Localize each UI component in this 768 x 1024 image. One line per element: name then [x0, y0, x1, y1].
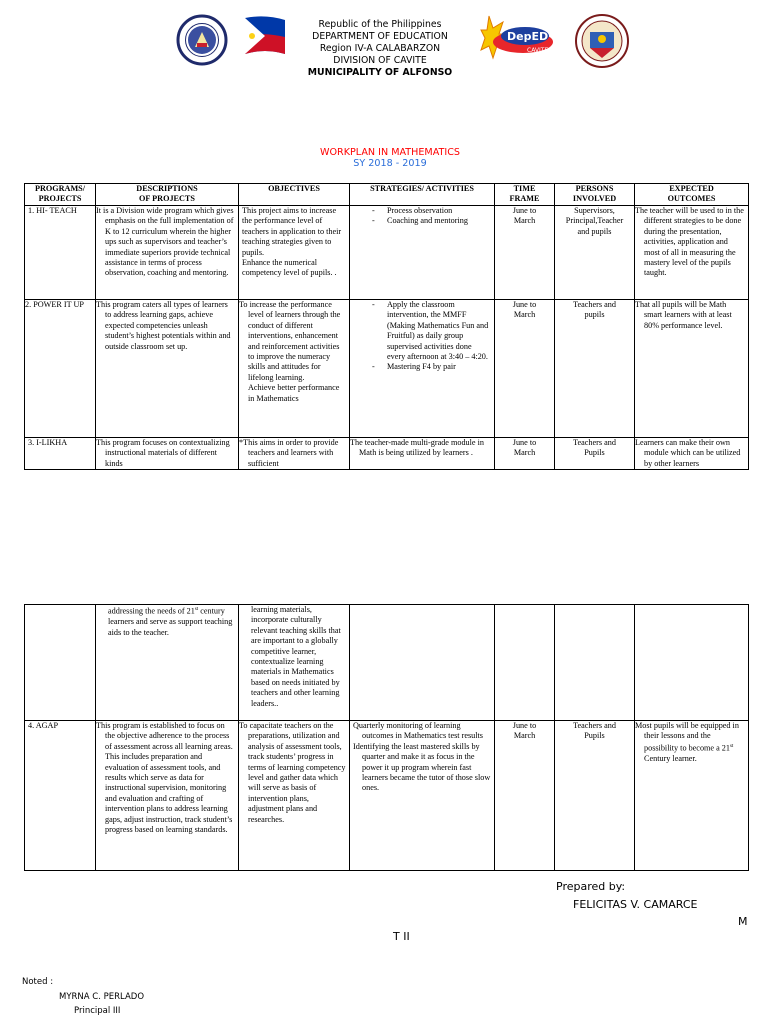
activity-item: Quarterly monitoring of learning outcomes in Mathematics test results — [353, 721, 483, 741]
deped-seal-icon — [176, 10, 228, 70]
header-time-frame: TIME FRAME — [495, 184, 555, 206]
persons-cell: Teachers and Pupils — [555, 438, 635, 470]
activity-item: - Mastering F4 by pair — [387, 362, 491, 372]
activity-item: - Coaching and mentoring — [387, 216, 491, 226]
persons-cell: Teachers and Pupils — [555, 721, 635, 871]
program-cell: 4. AGAP — [25, 721, 96, 871]
deped-cavite-logo-icon — [479, 8, 557, 70]
activity-item: - Apply the classroom intervention, the MMFF (Making Mathematics Fun and Fruitful) as daily group supervised activities done every afternoon at 3:40 – 4:20. — [387, 300, 491, 362]
noter-title: Principal III — [74, 1006, 121, 1016]
description-cell: This program focuses on contextualizing instructional materials of different kinds — [96, 438, 239, 470]
objectives-cell: To increase the performance level of learners through the conduct of different interventions, enhancement and reinforcement activities to improve the numeracy skills and attitudes for lifelong learning. Achieve better performance in Mathematics — [239, 300, 350, 438]
outcomes-cell: That all pupils will be Math smart learners with at least 80% performance level. — [635, 300, 749, 438]
program-cell: 2. POWER IT UP — [25, 300, 96, 438]
objectives-cell: *This aims in order to provide teachers and learners with sufficient — [239, 438, 350, 470]
activities-cell — [350, 300, 495, 438]
preparer-title-m: M — [738, 915, 748, 928]
outcomes-cell: Most pupils will be equipped in their lessons and the possibility to become a 21st Century learner. — [635, 721, 749, 871]
svg-text:DepED: DepED — [507, 30, 549, 43]
activities-cell: The teacher-made multi-grade module in Math is being utilized by learners . — [350, 438, 495, 470]
persons-cell: Supervisors, Principal,Teacher and pupils — [555, 206, 635, 300]
activities-cell — [350, 206, 495, 300]
program-cell: 1. HI- TEACH — [25, 206, 96, 300]
time-frame-cell — [495, 605, 555, 721]
outcomes-cell — [635, 605, 749, 721]
header-strategies: STRATEGIES/ ACTIVITIES — [350, 184, 495, 206]
header-objectives: OBJECTIVES — [239, 184, 350, 206]
header-outcomes: EXPECTED OUTCOMES — [635, 184, 749, 206]
outcomes-cell: The teacher will be used to in the different strategies to be done during the presentation, activities, application and most of all in measuring the mastery level of the pupils taught. — [635, 206, 749, 300]
time-frame-cell: June to March — [495, 300, 555, 438]
table-row — [25, 300, 749, 438]
noted-label: Noted : — [22, 977, 54, 987]
table-row — [25, 438, 749, 470]
description-cell: This program caters all types of learners to address learning gaps, achieve expected competencies unleash student’s highest potentials within and outside classroom set up. — [96, 300, 239, 438]
description-cell: This program is established to focus on the objective adherence to the process of assessment across all learning areas. This includes preparation and evaluation of assessment tools, and results which serve as data for instructional supervision, monitoring and evaluation and crafting of intervention plans to address learning gaps, adjust instruction, track student’s progress based on learning standards. — [96, 721, 239, 871]
letterhead — [250, 19, 510, 79]
persons-cell: Teachers and pupils — [555, 300, 635, 438]
activity-item: - Process observation — [387, 206, 491, 216]
svg-text:CAVITE: CAVITE — [527, 47, 549, 54]
objectives-cell: learning materials, incorporate culturally relevant teaching skills that are important to a globally competitive learner, contextualize learning materials in Mathematics based on needs initiated by teachers and other learning leaders.. — [239, 605, 350, 721]
persons-cell — [555, 605, 635, 721]
deped-seal-logo — [176, 10, 228, 70]
letterhead-department: DEPARTMENT OF EDUCATION — [312, 31, 448, 42]
activities-cell — [350, 605, 495, 721]
outcomes-cell: Learners can make their own module which can be utilized by other learners — [635, 438, 749, 470]
activities-cell — [350, 721, 495, 871]
activity-item: Identifying the least mastered skills by quarter and make it as focus in the power it up program wherein fast learners became the tutor of those slow ones. — [353, 741, 491, 793]
municipal-seal-icon — [574, 12, 630, 70]
letterhead-republic: Republic of the Philippines — [318, 19, 442, 30]
table-row — [25, 605, 749, 721]
letterhead-division: DIVISION OF CAVITE — [333, 55, 427, 66]
program-cell — [25, 605, 96, 721]
workplan-table — [24, 183, 749, 470]
municipal-seal-logo — [574, 12, 630, 70]
workplan-table-continued — [24, 604, 749, 871]
table-row — [25, 206, 749, 300]
header-persons: PERSONS INVOLVED — [555, 184, 635, 206]
time-frame-cell: June to March — [495, 206, 555, 300]
time-frame-cell: June to March — [495, 721, 555, 871]
letterhead-region: Region IV-A CALABARZON — [319, 43, 441, 54]
objectives-cell: To capacitate teachers on the preparations, utilization and analysis of assessment tools, track students’ progress in terms of learning competency level and gather data which will serve as basis of intervention plans, adjustment plans and researches. — [239, 721, 350, 871]
preparer-title-tii: T II — [393, 930, 410, 943]
school-year: SY 2018 - 2019 — [353, 158, 427, 169]
description-cell: It is a Division wide program which gives emphasis on the full implementation of K to 12 curriculum wherein the higher ups such as supervisors and teacher’s immediate superiors provide technical assistance in terms of process observation, coaching and mentoring. — [96, 206, 239, 300]
preparer-name: FELICITAS V. CAMARCE — [573, 898, 698, 911]
table-header-row — [25, 184, 749, 206]
header-descriptions: DESCRIPTIONS OF PROJECTS — [96, 184, 239, 206]
workplan-title: WORKPLAN IN MATHEMATICS — [320, 147, 460, 158]
deped-cavite-logo — [479, 8, 557, 70]
program-cell: 3. I-LIKHA — [25, 438, 96, 470]
header-programs: PROGRAMS/ PROJECTS — [25, 184, 96, 206]
objectives-cell: This project aims to increase the performance level of teachers in application to their teaching strategies given to pupils. Enhance the numerical competency level of pupils. . — [239, 206, 350, 300]
time-frame-cell: June to March — [495, 438, 555, 470]
description-cell: addressing the needs of 21st century learners and serve as support teaching aids to the teacher. — [96, 605, 239, 721]
letterhead-municipality: MUNICIPALITY OF ALFONSO — [307, 67, 453, 78]
noter-name: MYRNA C. PERLADO — [59, 992, 145, 1002]
table-row — [25, 721, 749, 871]
prepared-by-label: Prepared by: — [556, 880, 626, 893]
